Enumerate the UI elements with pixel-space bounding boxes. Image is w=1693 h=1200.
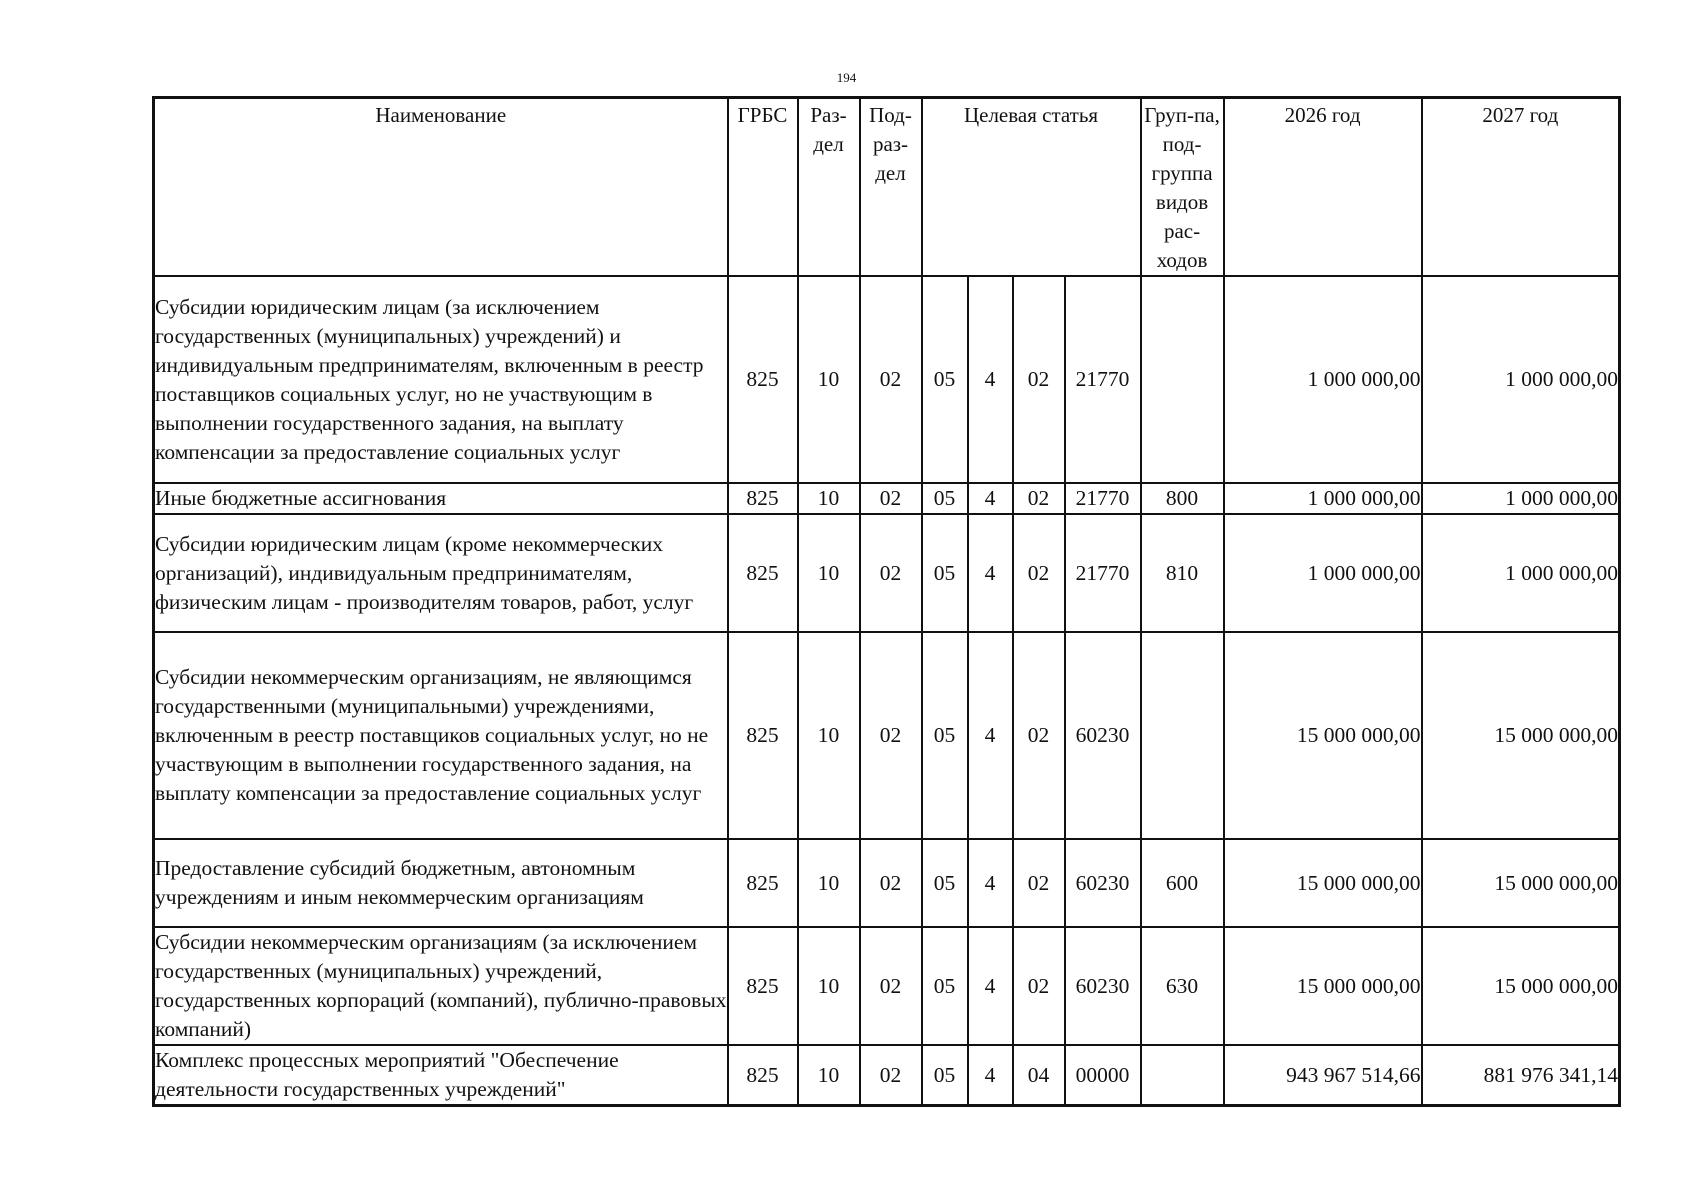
row-expense-group: 800 <box>1141 483 1224 514</box>
row-amount-2027: 15 000 000,00 <box>1422 927 1620 1045</box>
header-name: Наименование <box>154 98 728 277</box>
row-razdel: 10 <box>798 276 860 483</box>
row-podrazdel: 02 <box>860 1045 922 1106</box>
row-name: Субсидии юридическим лицам (за исключением государственных (муниципальных) учреждений) и индивидуальным предпринимателям, включенным в реестр поставщиков социальных услуг, но не участвующим в выполнении государственного задания, на выплату компенсации за предоставление социальных услуг <box>154 276 728 483</box>
row-amount-2026: 15 000 000,00 <box>1224 927 1422 1045</box>
row-cs-element: 04 <box>1013 1045 1065 1106</box>
row-amount-2026: 1 000 000,00 <box>1224 276 1422 483</box>
row-podrazdel: 02 <box>860 632 922 839</box>
row-cs-direction: 21770 <box>1065 276 1141 483</box>
row-cs-program: 05 <box>922 632 968 839</box>
row-amount-2027: 1 000 000,00 <box>1422 276 1620 483</box>
page-number: 194 <box>836 70 857 85</box>
row-grbs: 825 <box>728 839 798 927</box>
row-name: Субсидии некоммерческим организациям, не являющимся государственными (муниципальными) учреждениями, включенным в реестр поставщиков социальных услуг, но не участвующим в выполнении государственного задания, на выплату компенсации за предоставление социальных услуг <box>154 632 728 839</box>
row-name: Комплекс процессных мероприятий "Обеспечение деятельности государственных учреждений" <box>154 1045 728 1106</box>
row-expense-group <box>1141 276 1224 483</box>
row-amount-2027: 881 976 341,14 <box>1422 1045 1620 1106</box>
row-cs-element: 02 <box>1013 276 1065 483</box>
row-expense-group <box>1141 1045 1224 1106</box>
row-cs-element: 02 <box>1013 483 1065 514</box>
row-cs-program: 05 <box>922 276 968 483</box>
row-cs-direction: 60230 <box>1065 632 1141 839</box>
row-name: Иные бюджетные ассигнования <box>154 483 728 514</box>
row-cs-program: 05 <box>922 483 968 514</box>
table-row <box>154 276 1620 483</box>
row-grbs: 825 <box>728 276 798 483</box>
row-grbs: 825 <box>728 927 798 1045</box>
row-cs-direction: 00000 <box>1065 1045 1141 1106</box>
row-amount-2026: 1 000 000,00 <box>1224 514 1422 632</box>
table-row <box>154 927 1620 1045</box>
row-amount-2027: 15 000 000,00 <box>1422 839 1620 927</box>
row-cs-direction: 60230 <box>1065 839 1141 927</box>
row-amount-2026: 943 967 514,66 <box>1224 1045 1422 1106</box>
row-podrazdel: 02 <box>860 927 922 1045</box>
row-expense-group <box>1141 632 1224 839</box>
table-row <box>154 839 1620 927</box>
row-cs-type: 4 <box>968 276 1013 483</box>
row-podrazdel: 02 <box>860 276 922 483</box>
row-cs-type: 4 <box>968 483 1013 514</box>
row-amount-2027: 15 000 000,00 <box>1422 632 1620 839</box>
header-year-2026: 2026 год <box>1224 98 1422 277</box>
table-row <box>154 483 1620 514</box>
row-grbs: 825 <box>728 514 798 632</box>
table-header-row <box>154 98 1620 277</box>
header-expense-group: Груп-па, под-группа видов рас-ходов <box>1141 98 1224 277</box>
row-name: Субсидии некоммерческим организациям (за исключением государственных (муниципальных) учреждений, государственных корпораций (компаний), публично-правовых компаний) <box>154 927 728 1045</box>
row-grbs: 825 <box>728 632 798 839</box>
row-expense-group: 630 <box>1141 927 1224 1045</box>
row-cs-type: 4 <box>968 839 1013 927</box>
table-row <box>154 632 1620 839</box>
row-cs-element: 02 <box>1013 514 1065 632</box>
row-amount-2027: 1 000 000,00 <box>1422 514 1620 632</box>
row-podrazdel: 02 <box>860 483 922 514</box>
row-razdel: 10 <box>798 839 860 927</box>
row-razdel: 10 <box>798 1045 860 1106</box>
row-razdel: 10 <box>798 927 860 1045</box>
row-amount-2026: 15 000 000,00 <box>1224 632 1422 839</box>
row-amount-2027: 1 000 000,00 <box>1422 483 1620 514</box>
row-razdel: 10 <box>798 483 860 514</box>
header-grbs: ГРБС <box>728 98 798 277</box>
row-cs-type: 4 <box>968 1045 1013 1106</box>
row-cs-program: 05 <box>922 1045 968 1106</box>
row-name: Предоставление субсидий бюджетным, автономным учреждениям и иным некоммерческим организациям <box>154 839 728 927</box>
header-target-article: Целевая статья <box>922 98 1141 277</box>
row-razdel: 10 <box>798 514 860 632</box>
table-row <box>154 1045 1620 1106</box>
row-podrazdel: 02 <box>860 839 922 927</box>
header-podrazdel: Под-раз-дел <box>860 98 922 277</box>
row-amount-2026: 1 000 000,00 <box>1224 483 1422 514</box>
row-cs-program: 05 <box>922 839 968 927</box>
row-cs-direction: 21770 <box>1065 514 1141 632</box>
row-cs-element: 02 <box>1013 927 1065 1045</box>
header-year-2027: 2027 год <box>1422 98 1620 277</box>
row-name: Субсидии юридическим лицам (кроме некоммерческих организаций), индивидуальным предпринимателям, физическим лицам - производителям товаров, работ, услуг <box>154 514 728 632</box>
row-cs-direction: 21770 <box>1065 483 1141 514</box>
row-cs-element: 02 <box>1013 839 1065 927</box>
budget-table <box>152 96 1621 1107</box>
row-cs-type: 4 <box>968 927 1013 1045</box>
row-cs-element: 02 <box>1013 632 1065 839</box>
row-expense-group: 600 <box>1141 839 1224 927</box>
row-cs-program: 05 <box>922 927 968 1045</box>
row-expense-group: 810 <box>1141 514 1224 632</box>
table-row <box>154 514 1620 632</box>
row-cs-type: 4 <box>968 632 1013 839</box>
row-podrazdel: 02 <box>860 514 922 632</box>
row-grbs: 825 <box>728 1045 798 1106</box>
row-cs-program: 05 <box>922 514 968 632</box>
row-grbs: 825 <box>728 483 798 514</box>
header-razdel: Раз-дел <box>798 98 860 277</box>
row-cs-direction: 60230 <box>1065 927 1141 1045</box>
row-cs-type: 4 <box>968 514 1013 632</box>
row-amount-2026: 15 000 000,00 <box>1224 839 1422 927</box>
row-razdel: 10 <box>798 632 860 839</box>
